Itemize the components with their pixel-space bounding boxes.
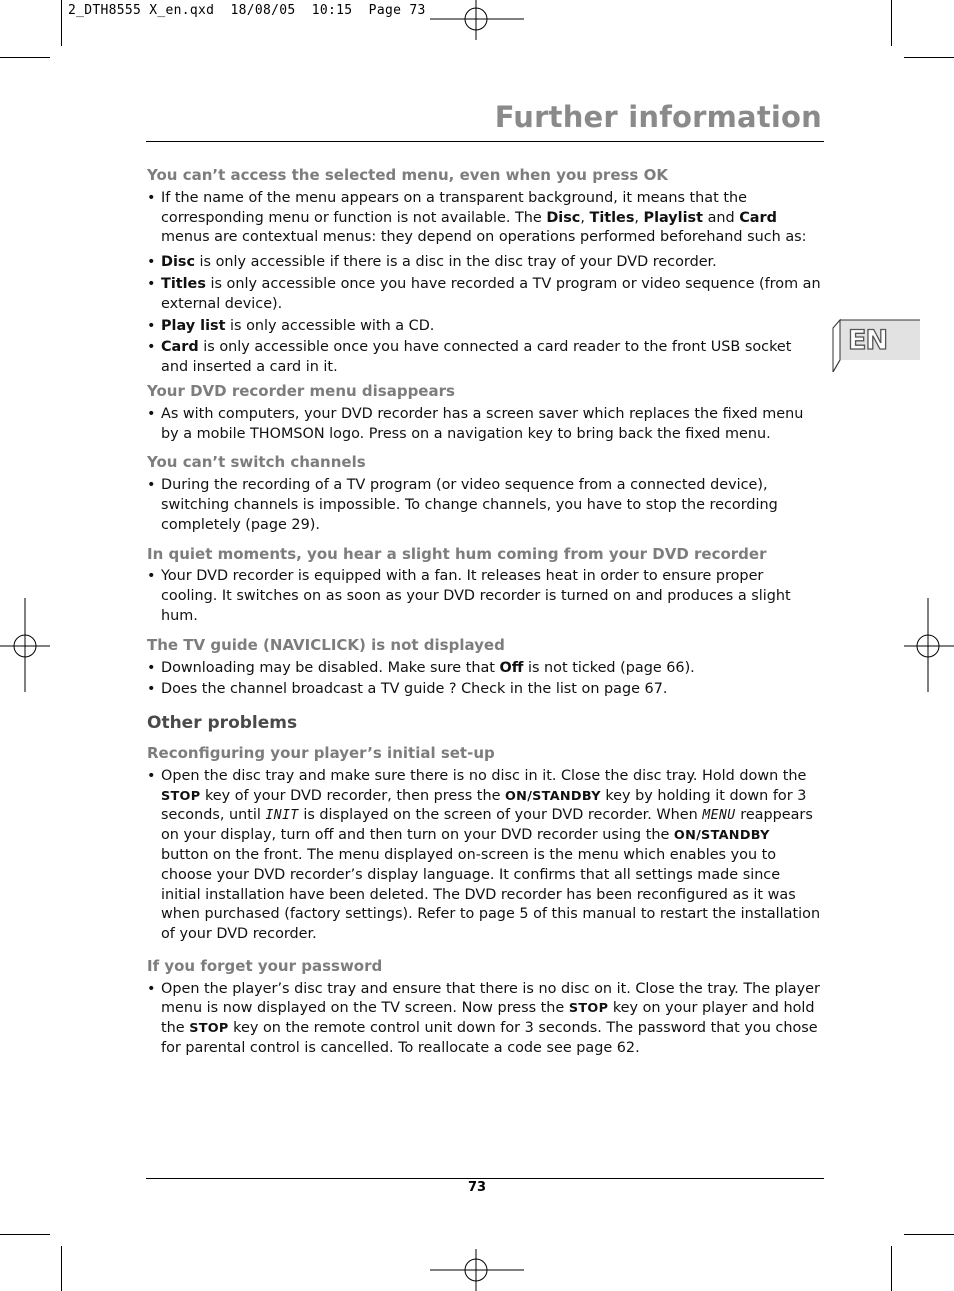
section-heading: Your DVD recorder menu disappears: [147, 381, 455, 400]
list-item: • Downloading may be disabled. Make sure that Off is not ticked (page 66).: [147, 659, 821, 679]
key-name: STOP: [568, 1001, 609, 1017]
section-heading: The TV guide (NAVICLICK) is not displayed: [147, 635, 505, 654]
key-name: ON/STANDBY: [673, 828, 770, 844]
bullet-list: [147, 189, 821, 378]
list-item: • Does the channel broadcast a TV guide ? Check in the list on page 67.: [147, 680, 821, 700]
bullet-list: [147, 767, 821, 945]
crop-mark: [61, 0, 62, 46]
registration-mark-left: [0, 598, 50, 692]
registration-mark-top: [430, 0, 524, 40]
display-text: INIT: [265, 808, 299, 824]
section-heading: You can’t access the selected menu, even when you press OK: [147, 166, 668, 184]
list-item: • Card is only accessible once you have connected a card reader to the front USB socket and inserted a card in it.: [147, 338, 821, 378]
section-heading: You can’t switch channels: [147, 453, 366, 472]
bullet-list: [147, 476, 821, 535]
bullet-list: [147, 980, 821, 1059]
section-heading: If you forget your password: [147, 956, 383, 975]
section-heading: Reconfiguring your player’s initial set-up: [147, 743, 495, 762]
page-number: 73: [467, 1180, 487, 1195]
crop-mark: [904, 1234, 954, 1235]
crop-mark: [61, 1246, 62, 1291]
crop-mark: [891, 1246, 892, 1291]
list-item: • Open the disc tray and make sure there is no disc in it. Close the disc tray. Hold down the STOP key of your DVD recorder, then press the ON/STANDBY key by holding it down for 3 seconds, until INIT is displayed on the screen of your DVD recorder. When MENU reappears on your display, turn off and then turn on your DVD recorder using the ON/STANDBY button on the front. The menu displayed on-screen is the menu which enables you to choose your DVD recorder’s display language. It confirms that all settings made since initial installation have been deleted. The DVD recorder has been reconfigured as it was when purchased (factory settings). Refer to page 5 of this manual to restart the installation of your DVD recorder.: [147, 767, 821, 945]
file-slug: 2_DTH8555 X_en.qxd 18/08/05 10:15 Page 73: [68, 3, 426, 18]
footer-rule: [146, 1178, 824, 1179]
list-item: • Play list is only accessible with a CD.: [147, 317, 821, 337]
registration-mark-right: [904, 598, 954, 692]
list-item: • During the recording of a TV program (or video sequence from a connected device), switching channels is impossible. To change channels, you have to stop the recording completely (page 29).: [147, 476, 821, 535]
bullet-list: [147, 567, 821, 626]
language-tab-label: EN: [848, 325, 888, 356]
crop-mark: [0, 57, 50, 58]
bullet-list: [147, 659, 821, 701]
registration-mark-bottom: [430, 1249, 524, 1291]
display-text: MENU: [702, 808, 736, 824]
list-item: • If the name of the menu appears on a transparent background, it means that the corresponding menu or function is not available. The Disc, Titles, Playlist and Card menus are contextual menus: they depend on operations performed beforehand such as:: [147, 189, 821, 248]
title-rule: [146, 141, 824, 142]
section-heading: In quiet moments, you hear a slight hum coming from your DVD recorder: [147, 544, 767, 563]
list-item: • Open the player’s disc tray and ensure that there is no disc on it. Close the tray. The player menu is now displayed on the TV screen. Now press the STOP key on your player and hold the STOP key on the remote control unit down for 3 seconds. The password that you chose for parental control is cancelled. To reallocate a code see page 62.: [147, 980, 821, 1059]
key-name: ON/STANDBY: [505, 788, 601, 804]
page-title: Further information: [494, 100, 822, 134]
bullet-list: [147, 405, 821, 445]
subsection-title: Other problems: [147, 713, 298, 734]
crop-mark: [891, 0, 892, 46]
list-item: • As with computers, your DVD recorder has a screen saver which replaces the fixed menu by a mobile THOMSON logo. Press on a navigation key to bring back the fixed menu.: [147, 405, 821, 445]
crop-mark: [0, 1234, 50, 1235]
key-name: STOP: [189, 1021, 229, 1037]
key-name: STOP: [161, 788, 201, 804]
main-content: [147, 166, 821, 1068]
list-item: • Titles is only accessible once you have recorded a TV program or video sequence (from an external device).: [147, 275, 821, 315]
crop-mark: [904, 57, 954, 58]
list-item: • Your DVD recorder is equipped with a fan. It releases heat in order to ensure proper cooling. It switches on as soon as your DVD recorder is turned on and produces a slight hum.: [147, 567, 821, 626]
list-item: • Disc is only accessible if there is a disc in the disc tray of your DVD recorder.: [147, 253, 821, 273]
